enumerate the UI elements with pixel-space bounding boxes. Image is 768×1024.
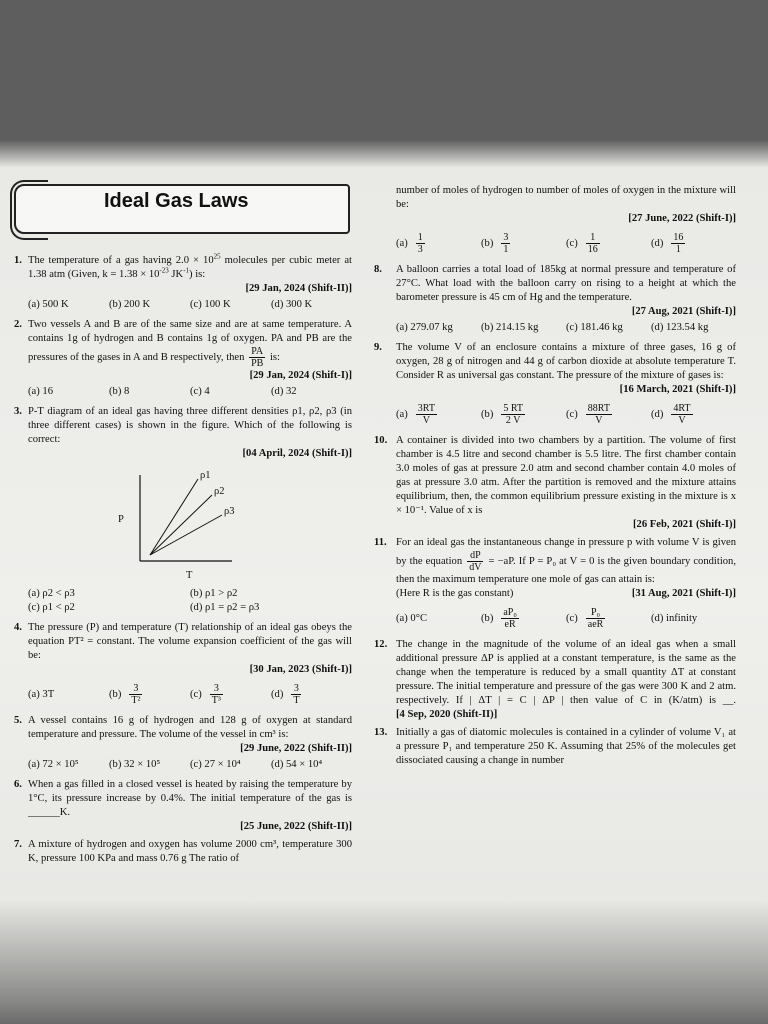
option-d: (d) infinity bbox=[651, 612, 698, 624]
question-options bbox=[396, 321, 736, 335]
question-text: A balloon carries a total load of 185kg at normal pressure and temperature of 27°C. What load with the balloon carry on rising to a height at which the barometer pressure is 45 cm of Hg and the temperature. bbox=[396, 264, 736, 303]
question-number: 8. bbox=[374, 264, 382, 275]
question-6 bbox=[14, 778, 352, 834]
pt-diagram-plot bbox=[120, 465, 240, 575]
question-number: 2. bbox=[14, 319, 22, 330]
option-d: (d) $\frac{16}{1}$ bbox=[651, 232, 684, 255]
option-a: (a) 279.07 kg bbox=[396, 322, 453, 333]
option-a: (a) $\frac{3RT}{V}$ bbox=[396, 403, 435, 426]
question-11 bbox=[374, 536, 736, 630]
question-text: A vessel contains 16 g of hydrogen and 128 g of oxygen at standard temperature and pressure. The volume of the vessel in cm³ is: bbox=[28, 715, 352, 740]
header-tab-decoration bbox=[10, 180, 48, 240]
question-source: [27 Aug, 2021 (Shift-I)] bbox=[631, 306, 736, 317]
option-c: (c) $\frac{88RT}{V}$ bbox=[566, 403, 610, 426]
left-column bbox=[14, 184, 352, 870]
question-note: (Here R is the gas constant) bbox=[396, 588, 514, 599]
question-2: 2. Two vessels A and B are of the same size and are at same temperature. A contains 1g of hydrogen and B contains 1g of oxygen. PA and PB are the pressures of the gases in A and B respectively, then $\frac{PA}{PB}$ is: [29 Jan, 2024 (Shift-I)] (a) 16 (b) 8 (c) 4 (d) 32 bbox=[14, 319, 352, 397]
question-source: [31 Aug, 2021 (Shift-I)] bbox=[631, 588, 736, 599]
question-number: 11. bbox=[374, 537, 387, 548]
option-d: (d) 123.54 kg bbox=[651, 322, 709, 333]
option-d: (d) ρ1 = ρ2 = ρ3 bbox=[190, 602, 260, 613]
question-number: 13. bbox=[374, 727, 388, 738]
question-text: When a gas filled in a closed vessel is heated by raising the temperature by 1°C, its pressure increase by 0.4%. The initial temperature of the gas is ______K. bbox=[28, 779, 352, 818]
right-column bbox=[374, 184, 736, 772]
question-text: P-T diagram of an ideal gas having three different densities ρ1, ρ2, ρ3 (in three different cases) is shown in the figure. Which of the following is correct: bbox=[28, 406, 352, 445]
question-5 bbox=[14, 714, 352, 772]
question-text: For an ideal gas the instantaneous change in pressure p with volume V is given by the equation $\frac{dP}{dV}$ = −aP. If P = P₀ at V = 0 is the given boundary condition, then the maximum temperature one mole of gas can attain is: bbox=[396, 537, 737, 585]
question-text: number of moles of hydrogen to number of moles of oxygen in the mixture will be: bbox=[396, 185, 736, 210]
question-number: 12. bbox=[374, 639, 388, 650]
question-source: [29 Jan, 2024 (Shift-I)] bbox=[249, 370, 352, 381]
question-options bbox=[396, 403, 736, 426]
question-text: The pressure (P) and temperature (T) relationship of an ideal gas obeys the equation PT² = constant. The volume expansion coefficient of the gas will be: bbox=[28, 622, 352, 661]
question-number: 9. bbox=[374, 342, 382, 353]
option-a: (a) 3T bbox=[28, 688, 55, 700]
question-number: 6. bbox=[14, 779, 22, 790]
option-b: (b) $\frac{3}{1}$ bbox=[481, 232, 509, 255]
pressure-ratio-fraction: $\frac{PA}{PB}$ bbox=[251, 346, 264, 369]
option-c: (c) $\frac{\text{P₀}}{\text{aeR}}$ bbox=[566, 607, 604, 630]
option-d: (d) 54 × 10⁴ bbox=[271, 759, 323, 770]
question-options bbox=[396, 232, 736, 255]
question-number: 1. bbox=[14, 255, 22, 266]
rho3-line bbox=[150, 515, 222, 555]
question-options bbox=[28, 683, 352, 706]
option-c: (c) ρ1 < ρ2 bbox=[28, 602, 75, 613]
question-9 bbox=[374, 341, 736, 426]
option-a: (a) 16 bbox=[28, 386, 53, 397]
question-3 bbox=[14, 405, 352, 615]
question-7-continued bbox=[374, 184, 736, 255]
option-c: (c) $\frac{1}{16}$ bbox=[566, 232, 598, 255]
question-10 bbox=[374, 434, 736, 532]
chapter-title: Ideal Gas Laws bbox=[104, 190, 249, 212]
question-options bbox=[28, 758, 352, 772]
question-text: Initially a gas of diatomic molecules is contained in a cylinder of volume V₁ at a pressure P₁ and temperature 250 K. Assuming that 25% of the molecules get dissociated causing a change in number bbox=[396, 727, 736, 766]
option-b: (b) 214.15 kg bbox=[481, 322, 539, 333]
question-source: [4 Sep, 2020 (Shift-II)] bbox=[396, 709, 498, 720]
line-label-rho2: ρ2 bbox=[214, 486, 225, 497]
question-text: The change in the magnitude of the volume of an ideal gas when a small additional pressure ΔP is applied at a constant temperature, is the same as the change when the temperature is reduced by a small quantity ΔT at constant pressure. The initial temperature and pressure of the gas were 300 K and 2 atm. respectively. If | ΔT | = C | ΔP | then value of C in (K/atm) is __. bbox=[396, 639, 736, 706]
question-13 bbox=[374, 726, 736, 768]
option-c: (c) 4 bbox=[190, 386, 210, 397]
question-source: [04 April, 2024 (Shift-I)] bbox=[242, 448, 352, 459]
option-d: (d) $\frac{3}{T}$ bbox=[271, 683, 300, 706]
chapter-header bbox=[14, 184, 350, 234]
question-source: [29 Jan, 2024 (Shift-II)] bbox=[245, 283, 352, 294]
option-a: (a) 500 K bbox=[28, 299, 69, 310]
question-source: [26 Feb, 2021 (Shift-I)] bbox=[633, 519, 736, 530]
option-d: (d) 32 bbox=[271, 386, 297, 397]
question-12 bbox=[374, 638, 736, 722]
question-number: 3. bbox=[14, 406, 22, 417]
question-text: A mixture of hydrogen and oxygen has volume 2000 cm³, temperature 300 K, pressure 100 KPa and mass 0.76 g The ratio of bbox=[28, 839, 352, 864]
line-label-rho1: ρ1 bbox=[200, 470, 211, 481]
question-options bbox=[28, 587, 352, 615]
question-text: The volume V of an enclosure contains a mixture of three gases, 16 g of oxygen, 28 g of nitrogen and 44 g of carbon dioxide at absolute temperature T. Consider R as universal gas constant. The pressure of the mixture of gases is: bbox=[396, 342, 736, 381]
question-options bbox=[396, 607, 736, 630]
axis-label-t: T bbox=[186, 570, 193, 581]
option-b: (b) 200 K bbox=[109, 299, 151, 310]
question-source: [16 March, 2021 (Shift-I)] bbox=[619, 384, 736, 395]
question-text: The temperature of a gas having $2.0 \times 10^{25}$ molecules per cubic meter at 1.38 atm (Given, $k = 1.38 \times 10^{-23}$ $JK^{-1}$) is: bbox=[28, 252, 352, 280]
option-a: (a) $\frac{1}{3}$ bbox=[396, 232, 423, 255]
axis-label-p: P bbox=[118, 514, 124, 525]
question-options bbox=[28, 298, 352, 312]
question-source: [30 Jan, 2023 (Shift-I)] bbox=[249, 664, 352, 675]
option-b: (b) 32 × 10⁵ bbox=[109, 759, 161, 770]
question-note-row bbox=[396, 587, 736, 601]
question-4 bbox=[14, 621, 352, 706]
option-a: (a) ρ2 < ρ3 bbox=[28, 588, 75, 599]
option-b: (b) $\frac{3}{\text{T²}}$ bbox=[109, 683, 141, 706]
option-c: (c) 27 × 10⁴ bbox=[190, 759, 241, 770]
option-d: (d) 300 K bbox=[271, 299, 313, 310]
question-number: 7. bbox=[14, 839, 22, 850]
option-a: (a) 0°C bbox=[396, 612, 428, 624]
question-source: [27 June, 2022 (Shift-I)] bbox=[628, 213, 736, 224]
question-1 bbox=[14, 254, 352, 312]
question-text: Two vessels A and B are of the same size and are at same temperature. A contains 1g of hydrogen and B contains 1g of oxygen. PA and PB are the pressures of the gases in A and B respectively, then bbox=[28, 319, 352, 363]
line-label-rho3: ρ3 bbox=[224, 506, 235, 517]
option-c: (c) 100 K bbox=[190, 299, 231, 310]
pt-diagram bbox=[28, 465, 352, 585]
rho1-line bbox=[150, 479, 198, 555]
option-c: (c) 181.46 kg bbox=[566, 322, 623, 333]
question-number: 4. bbox=[14, 622, 22, 633]
option-d: (d) $\frac{4RT}{V}$ bbox=[651, 403, 691, 426]
question-options bbox=[28, 385, 352, 399]
option-a: (a) 72 × 10⁵ bbox=[28, 759, 79, 770]
question-source: [25 June, 2022 (Shift-II)] bbox=[240, 821, 352, 832]
question-8 bbox=[374, 263, 736, 335]
question-number: 10. bbox=[374, 435, 388, 446]
question-7 bbox=[14, 838, 352, 866]
rho2-line bbox=[150, 495, 212, 555]
question-source: [29 June, 2022 (Shift-II)] bbox=[240, 743, 352, 754]
option-b: (b) ρ1 > ρ2 bbox=[190, 588, 238, 599]
option-b: (b) $\frac{5 RT}{2 V}$ bbox=[481, 403, 524, 426]
question-number: 5. bbox=[14, 715, 22, 726]
option-c: (c) $\frac{3}{\text{T³}}$ bbox=[190, 683, 221, 706]
option-b: (b) 8 bbox=[109, 386, 130, 397]
question-text: A container is divided into two chambers by a partition. The volume of first chamber is 4.5 litre and second chamber is 5.5 litre. The first chamber contain 3.0 moles of gas at pressure 2.0 atm and second chamber contain 4.0 moles of gas at pressure 3.0 atm. After the partition is removed and the mixture attains equilibrium, then, the common equilibrium pressure existing in the mixture is x × 10⁻¹. Value of x is bbox=[396, 435, 736, 516]
option-b: (b) $\frac{\text{aP₀}}{eR}$ bbox=[481, 607, 517, 630]
